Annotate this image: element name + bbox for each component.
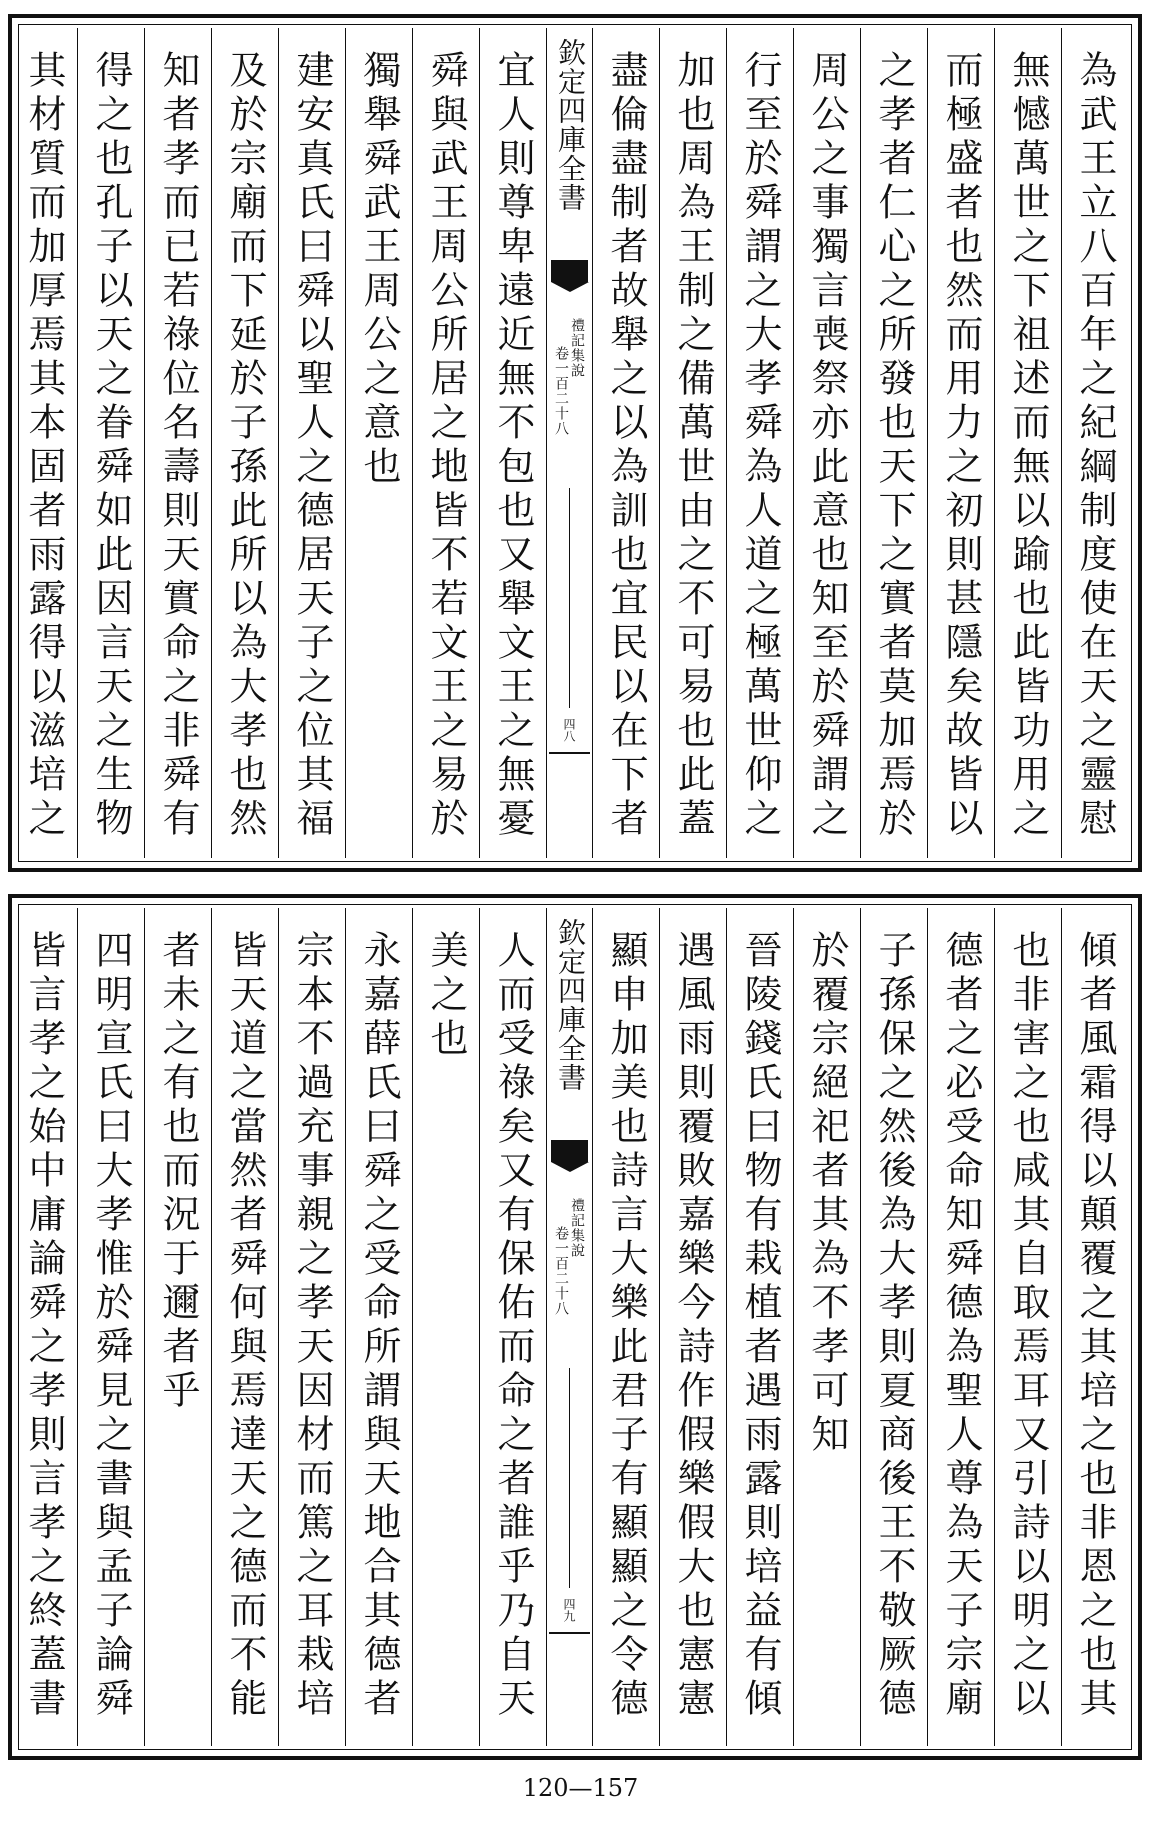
text-column: 顯申加美也詩言大樂此君子有顯顯之令德 — [592, 908, 659, 1746]
spine-divider — [549, 752, 590, 754]
text-column: 子孫保之然後為大孝則夏商後王不敬厥德 — [860, 908, 927, 1746]
text-column: 得之也孔子以天之眷舜如此因言天之生物 — [77, 28, 144, 858]
spine-folio: 四八 — [562, 718, 576, 742]
spine-volume: 卷一百二十八 — [553, 346, 569, 436]
spine-folio: 四九 — [562, 1598, 576, 1622]
text-column: 宜人則尊卑遠近無不包也又舉文王之無憂 — [479, 28, 546, 858]
text-column: 為武王立八百年之紀綱制度使在天之靈慰 — [1061, 28, 1128, 858]
text-column: 而極盛者也然而用力之初則甚隱矣故皆以 — [927, 28, 994, 858]
text-column: 德者之必受命知舜德為聖人尊為天子宗廟 — [927, 908, 994, 1746]
text-column: 無憾萬世之下祖述而無以踰也此皆功用之 — [994, 28, 1061, 858]
spine-book-title: 禮記集說 — [569, 1198, 585, 1258]
text-column: 之孝者仁心之所發也天下之實者莫加焉於 — [860, 28, 927, 858]
text-column: 舜與武王周公所居之地皆不若文王之易於 — [412, 28, 479, 858]
spine-title: 欽定四庫全書 — [554, 918, 587, 1092]
fish-tail-mark-icon — [551, 1140, 588, 1162]
spine-volume: 卷一百二十八 — [553, 1226, 569, 1316]
spine-rule — [569, 1368, 570, 1588]
text-column: 美之也 — [412, 908, 479, 1746]
page-panel-bottom — [8, 894, 1142, 1760]
text-column: 晉陵錢氏曰物有栽植者遇雨露則培益有傾 — [726, 908, 793, 1746]
text-column: 周公之事獨言喪祭亦此意也知至於舜謂之 — [793, 28, 860, 858]
text-column: 加也周為王制之備萬世由之不可易也此蓋 — [659, 28, 726, 858]
text-column: 獨舉舜武王周公之意也 — [345, 28, 412, 858]
text-column: 其材質而加厚焉其本固者雨露得以滋培之 — [22, 50, 66, 842]
text-column: 皆天道之當然者舜何與焉達天之德而不能 — [211, 908, 278, 1746]
text-column: 者未之有也而況于邇者乎 — [144, 908, 211, 1746]
spine-divider — [549, 1632, 590, 1634]
page-panel-top — [8, 14, 1142, 872]
text-columns — [22, 28, 1128, 858]
spine-rule — [569, 488, 570, 708]
page-number: 120—157 — [522, 1774, 639, 1802]
text-column: 遇風雨則覆敗嘉樂今詩作假樂假大也憲憲 — [659, 908, 726, 1746]
spine-column — [546, 28, 592, 858]
spine-book-title: 禮記集說 — [569, 318, 585, 378]
text-column: 建安真氏曰舜以聖人之德居天子之位其福 — [278, 28, 345, 858]
text-columns — [22, 908, 1128, 1746]
text-column: 也非害之也咸其自取焉耳又引詩以明之以 — [994, 908, 1061, 1746]
spine-title: 欽定四庫全書 — [554, 38, 587, 212]
text-column: 及於宗廟而下延於子孫此所以為大孝也然 — [211, 28, 278, 858]
text-column: 四明宣氏曰大孝惟於舜見之書與孟子論舜 — [77, 908, 144, 1746]
text-column: 永嘉薛氏曰舜之受命所謂與天地合其德者 — [345, 908, 412, 1746]
text-column: 行至於舜謂之大孝舜為人道之極萬世仰之 — [726, 28, 793, 858]
text-column: 人而受祿矣又有保佑而命之者誰乎乃自天 — [479, 908, 546, 1746]
text-column: 宗本不過充事親之孝天因材而篤之耳栽培 — [278, 908, 345, 1746]
text-column: 盡倫盡制者故舉之以為訓也宜民以在下者 — [592, 28, 659, 858]
text-column: 知者孝而已若祿位名壽則天實命之非舜有 — [144, 28, 211, 858]
spine-column — [546, 908, 592, 1746]
text-column: 於覆宗絕祀者其為不孝可知 — [793, 908, 860, 1746]
fish-tail-mark-icon — [551, 260, 588, 282]
text-column: 傾者風霜得以顛覆之其培之也非恩之也其 — [1061, 908, 1128, 1746]
text-column: 皆言孝之始中庸論舜之孝則言孝之終蓋書 — [22, 930, 66, 1722]
